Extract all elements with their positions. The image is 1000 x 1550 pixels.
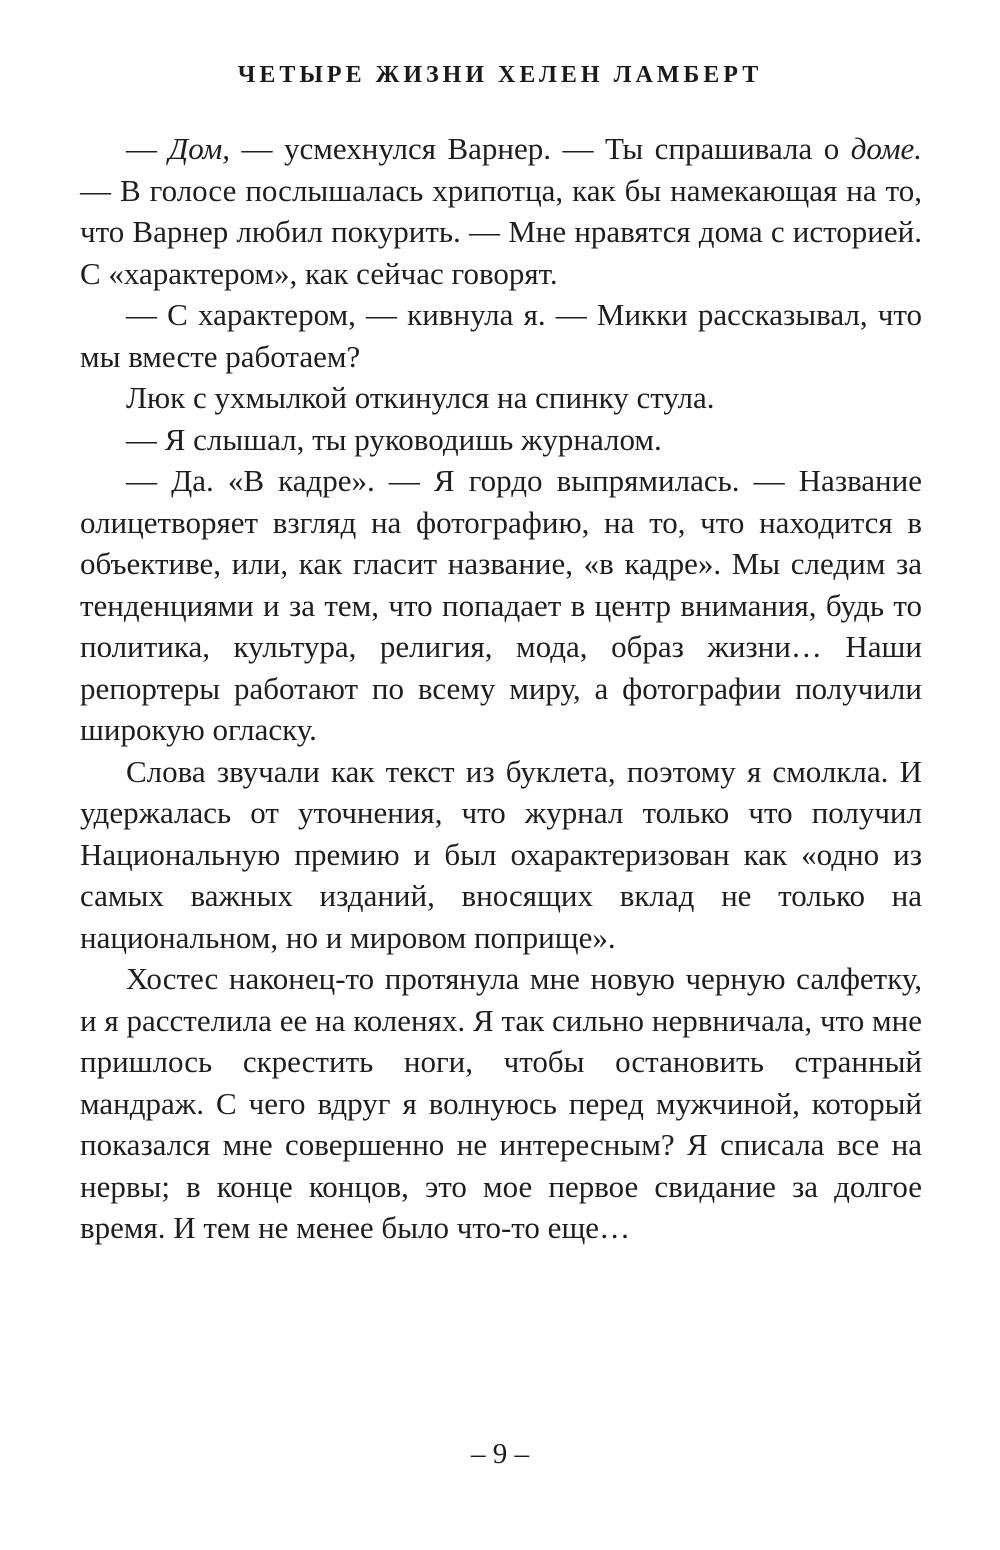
italic-word: доме. xyxy=(850,131,922,166)
paragraph-text: — усмехнулся Варнер. — Ты спрашивала о xyxy=(230,131,851,166)
italic-word: Дом, xyxy=(168,131,231,166)
body-text xyxy=(80,128,922,1249)
paragraph-dash: — xyxy=(126,131,169,166)
paragraph-text: — В голосе послышалась хрипотца, как бы намекающая на то, что Варнер любил покурить. — Мне нравятся дома с историей. С «характером», как сейчас говорят. xyxy=(80,172,922,291)
paragraph: Люк с ухмылкой откинулся на спинку стула. xyxy=(126,380,715,415)
paragraph: Слова звучали как текст из буклета, поэтому я смолкла. И удержалась от уточнения, что журнал только что получил Национальную премию и был охарактеризован как «одно из самых важных изданий, вносящих вклад не только на национальном, но и мировом поприще». xyxy=(80,753,922,955)
paragraph: — С характером, — кивнула я. — Микки рассказывал, что мы вместе работаем? xyxy=(80,297,922,374)
paragraph xyxy=(80,128,922,294)
running-head: ЧЕТЫРЕ ЖИЗНИ ХЕЛЕН ЛАМБЕРТ xyxy=(237,62,763,88)
paragraph: — Я слышал, ты руководишь журналом. xyxy=(126,421,662,457)
paragraph: — Да. «В кадре». — Я гордо выпрямилась. — Название олицетворяет взгляд на фотографию, на то, что находится в объективе, или, как гласит название, «в кадре». Мы следим за тенденциями и за тем, что попадает в центр внимания, будь то политика, культура, религия, мода, образ жизни… Наши репортеры работают по всему миру, а фотографии получили широкую огласку. xyxy=(80,463,922,747)
page-number: – 9 – xyxy=(471,1438,529,1470)
paragraph: Хостес наконец-то протянула мне новую черную салфетку, и я расстелила ее на коленях. Я так сильно нервничала, что мне пришлось скрестить ноги, чтобы остановить странный мандраж. С чего вдруг я волнуюсь перед мужчиной, который показался мне совершенно не интересным? Я списала все на нервы; в конце концов, это мое первое свидание за долгое время. И тем не менее было что-то еще… xyxy=(80,961,922,1245)
